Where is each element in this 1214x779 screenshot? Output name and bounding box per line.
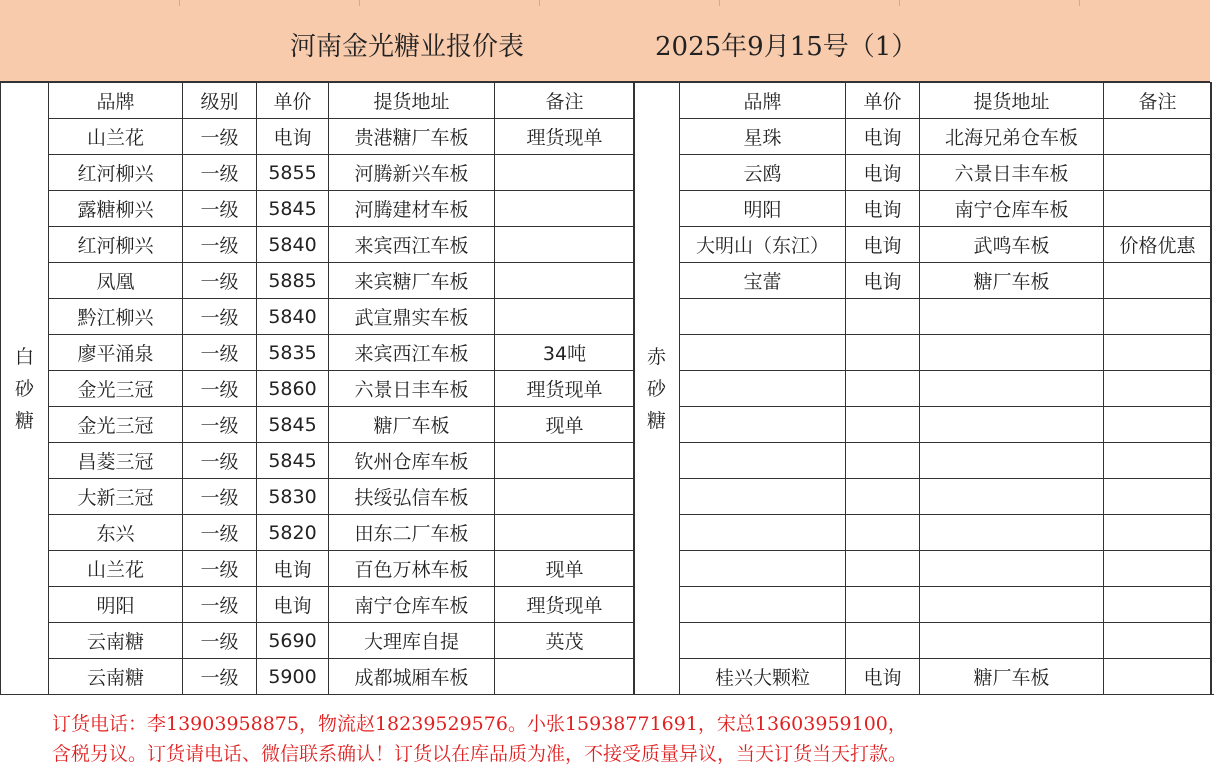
- table-cell: 六景日丰车板: [920, 155, 1104, 191]
- table-cell: 黔江柳兴: [49, 299, 183, 335]
- table-cell: 现单: [495, 407, 635, 443]
- table-cell: [1104, 515, 1212, 551]
- table-cell: 现单: [495, 551, 635, 587]
- table-row: [1, 155, 635, 191]
- table-cell: [495, 479, 635, 515]
- table-cell: 价格优惠: [1104, 227, 1212, 263]
- column-header: 单价: [846, 83, 920, 119]
- category-label-char: 糖: [646, 409, 666, 432]
- table-row: [1, 587, 635, 623]
- column-header: 备注: [1104, 83, 1212, 119]
- table-row: [634, 191, 1212, 227]
- table-cell: 云南糖: [49, 623, 183, 659]
- category-label-char: 砂: [646, 377, 666, 400]
- table-row: [1, 407, 635, 443]
- title-bar: [0, 0, 1210, 82]
- table-cell: 百色万林车板: [329, 551, 495, 587]
- category-label-char: 白: [14, 345, 34, 368]
- column-header: 单价: [257, 83, 329, 119]
- table-cell: 凤凰: [49, 263, 183, 299]
- table-cell: [1104, 407, 1212, 443]
- table-cell: 5840: [257, 299, 329, 335]
- table-cell: 5885: [257, 263, 329, 299]
- table-row: [634, 119, 1212, 155]
- table-cell: 红河柳兴: [49, 155, 183, 191]
- table-cell: 电询: [257, 551, 329, 587]
- table-cell: 田东二厂车板: [329, 515, 495, 551]
- table-cell: [1104, 623, 1212, 659]
- table-row: [634, 587, 1212, 623]
- table-cell: [680, 371, 846, 407]
- table-cell: 一级: [183, 299, 257, 335]
- table-cell: [1104, 155, 1212, 191]
- table-cell: 来宾西江车板: [329, 335, 495, 371]
- table-cell: 一级: [183, 515, 257, 551]
- table-cell: 电询: [846, 227, 920, 263]
- table-cell: 电询: [846, 659, 920, 695]
- table-row: [1, 551, 635, 587]
- table-cell: [920, 623, 1104, 659]
- table-cell: [920, 335, 1104, 371]
- table-cell: 南宁仓库车板: [329, 587, 495, 623]
- table-row: [634, 227, 1212, 263]
- table-row: [634, 515, 1212, 551]
- table-cell: 5690: [257, 623, 329, 659]
- table-row: [1, 191, 635, 227]
- table-row: [634, 299, 1212, 335]
- table-cell: 5840: [257, 227, 329, 263]
- table-cell: 昌菱三冠: [49, 443, 183, 479]
- table-cell: 南宁仓库车板: [920, 191, 1104, 227]
- table-row: [1, 479, 635, 515]
- column-header: 提货地址: [920, 83, 1104, 119]
- table-cell: [680, 443, 846, 479]
- table-cell: 5845: [257, 407, 329, 443]
- table-cell: [680, 407, 846, 443]
- column-header: 品牌: [49, 83, 183, 119]
- table-cell: 大新三冠: [49, 479, 183, 515]
- column-header: 品牌: [680, 83, 846, 119]
- table-cell: 贵港糖厂车板: [329, 119, 495, 155]
- table-cell: [1104, 443, 1212, 479]
- table-right-border: [1210, 82, 1211, 694]
- table-cell: 河腾新兴车板: [329, 155, 495, 191]
- table-cell: 河腾建材车板: [329, 191, 495, 227]
- table-cell: [846, 623, 920, 659]
- column-header: 提货地址: [329, 83, 495, 119]
- table-cell: [1104, 479, 1212, 515]
- table-cell: [920, 299, 1104, 335]
- table-cell: 糖厂车板: [920, 659, 1104, 695]
- red-sugar-table: [633, 82, 1212, 695]
- table-cell: 桂兴大颗粒: [680, 659, 846, 695]
- category-label-char: 赤: [646, 345, 666, 368]
- table-cell: 英茂: [495, 623, 635, 659]
- table-cell: 六景日丰车板: [329, 371, 495, 407]
- sheet-gridlines: [0, 0, 1210, 6]
- table-cell: 钦州仓库车板: [329, 443, 495, 479]
- table-cell: 一级: [183, 155, 257, 191]
- table-cell: 一级: [183, 407, 257, 443]
- table-cell: 廖平涌泉: [49, 335, 183, 371]
- table-cell: 北海兄弟仓车板: [920, 119, 1104, 155]
- table-cell: 一级: [183, 623, 257, 659]
- table-cell: [920, 407, 1104, 443]
- white-sugar-label: [1, 83, 49, 695]
- table-cell: 5845: [257, 443, 329, 479]
- table-cell: [1104, 551, 1212, 587]
- table-cell: 来宾西江车板: [329, 227, 495, 263]
- table-cell: 理货现单: [495, 371, 635, 407]
- table-row: [634, 407, 1212, 443]
- table-cell: 一级: [183, 227, 257, 263]
- table-cell: [1104, 371, 1212, 407]
- table-cell: 金光三冠: [49, 371, 183, 407]
- table-cell: 一级: [183, 479, 257, 515]
- table-row: [1, 119, 635, 155]
- table-row: [1, 623, 635, 659]
- table-cell: 扶绥弘信车板: [329, 479, 495, 515]
- table-row: [634, 371, 1212, 407]
- category-label-char: 砂: [14, 377, 34, 400]
- header-row: [1, 83, 635, 119]
- table-cell: [846, 551, 920, 587]
- category-label-char: 糖: [14, 409, 34, 432]
- table-cell: [846, 335, 920, 371]
- table-cell: 云南糖: [49, 659, 183, 695]
- table-row: [634, 443, 1212, 479]
- table-cell: [495, 443, 635, 479]
- table-cell: [680, 299, 846, 335]
- table-cell: 5835: [257, 335, 329, 371]
- table-cell: 明阳: [49, 587, 183, 623]
- table-cell: [1104, 263, 1212, 299]
- terms-line: 含税另议。订货请电话、微信联系确认！订货以在库品质为准，不接受质量异议，当天订货当天打款。: [52, 743, 908, 765]
- table-cell: [680, 335, 846, 371]
- table-cell: [1104, 335, 1212, 371]
- table-cell: [495, 515, 635, 551]
- table-cell: 成都城厢车板: [329, 659, 495, 695]
- table-cell: 电询: [846, 119, 920, 155]
- table-cell: [680, 623, 846, 659]
- table-cell: 宝蕾: [680, 263, 846, 299]
- table-cell: [920, 515, 1104, 551]
- table-cell: [846, 443, 920, 479]
- table-cell: 金光三冠: [49, 407, 183, 443]
- table-cell: 理货现单: [495, 587, 635, 623]
- footer-notes: [0, 694, 1214, 779]
- table-cell: 电询: [846, 155, 920, 191]
- table-cell: 理货现单: [495, 119, 635, 155]
- table-row: [1, 335, 635, 371]
- table-cell: 一级: [183, 371, 257, 407]
- table-cell: [495, 659, 635, 695]
- table-cell: 星珠: [680, 119, 846, 155]
- table-row: [1, 659, 635, 695]
- table-cell: [846, 479, 920, 515]
- table-cell: [1104, 191, 1212, 227]
- table-cell: 山兰花: [49, 119, 183, 155]
- table-cell: 5900: [257, 659, 329, 695]
- table-cell: [1104, 659, 1212, 695]
- table-cell: 电询: [846, 263, 920, 299]
- table-cell: 红河柳兴: [49, 227, 183, 263]
- quote-date: 2025年9月15号（1）: [655, 32, 918, 62]
- table-cell: [495, 191, 635, 227]
- table-cell: 露糖柳兴: [49, 191, 183, 227]
- table-cell: 一级: [183, 587, 257, 623]
- table-cell: 一级: [183, 551, 257, 587]
- page-title: 河南金光糖业报价表: [290, 32, 525, 62]
- table-cell: [680, 479, 846, 515]
- table-cell: 一级: [183, 335, 257, 371]
- table-row: [1, 515, 635, 551]
- table-cell: 一级: [183, 263, 257, 299]
- table-cell: 来宾糖厂车板: [329, 263, 495, 299]
- table-row: [634, 551, 1212, 587]
- table-cell: [846, 407, 920, 443]
- table-cell: 云鸥: [680, 155, 846, 191]
- table-cell: 5845: [257, 191, 329, 227]
- table-cell: [920, 587, 1104, 623]
- white-sugar-table: [0, 82, 635, 695]
- table-cell: 明阳: [680, 191, 846, 227]
- table-cell: 5855: [257, 155, 329, 191]
- table-cell: 一级: [183, 191, 257, 227]
- table-row: [1, 443, 635, 479]
- table-row: [1, 263, 635, 299]
- table-cell: [846, 299, 920, 335]
- table-cell: [495, 263, 635, 299]
- table-cell: 武宣鼎实车板: [329, 299, 495, 335]
- table-cell: 电询: [257, 587, 329, 623]
- table-cell: [1104, 299, 1212, 335]
- table-cell: [1104, 119, 1212, 155]
- table-cell: [920, 443, 1104, 479]
- table-cell: 5830: [257, 479, 329, 515]
- table-cell: 5860: [257, 371, 329, 407]
- table-row: [634, 623, 1212, 659]
- table-cell: [846, 587, 920, 623]
- table-cell: [680, 515, 846, 551]
- column-header: 级别: [183, 83, 257, 119]
- table-cell: 山兰花: [49, 551, 183, 587]
- table-cell: [495, 227, 635, 263]
- table-cell: [1104, 587, 1212, 623]
- table-row: [634, 263, 1212, 299]
- table-row: [1, 371, 635, 407]
- table-cell: 糖厂车板: [920, 263, 1104, 299]
- red-sugar-label: [634, 83, 680, 695]
- table-cell: 大理库自提: [329, 623, 495, 659]
- table-cell: 糖厂车板: [329, 407, 495, 443]
- table-cell: 5820: [257, 515, 329, 551]
- table-cell: [680, 587, 846, 623]
- header-row: [634, 83, 1212, 119]
- table-cell: 武鸣车板: [920, 227, 1104, 263]
- table-cell: 大明山（东江）: [680, 227, 846, 263]
- table-row: [634, 155, 1212, 191]
- table-cell: 一级: [183, 659, 257, 695]
- table-cell: 电询: [846, 191, 920, 227]
- column-header: 备注: [495, 83, 635, 119]
- contact-line: 订货电话：李13903958875，物流赵18239529576。小张15938771691，宋总13603959100，: [52, 713, 907, 735]
- table-cell: 一级: [183, 443, 257, 479]
- table-cell: [846, 371, 920, 407]
- table-row: [1, 227, 635, 263]
- table-cell: [920, 479, 1104, 515]
- table-cell: [920, 371, 1104, 407]
- table-cell: 东兴: [49, 515, 183, 551]
- table-cell: [680, 551, 846, 587]
- table-row: [634, 335, 1212, 371]
- table-row: [634, 479, 1212, 515]
- table-cell: [495, 155, 635, 191]
- table-cell: 34吨: [495, 335, 635, 371]
- table-row: [1, 299, 635, 335]
- table-cell: [920, 551, 1104, 587]
- table-cell: 一级: [183, 119, 257, 155]
- table-cell: 电询: [257, 119, 329, 155]
- table-cell: [495, 299, 635, 335]
- table-cell: [846, 515, 920, 551]
- table-row: [634, 659, 1212, 695]
